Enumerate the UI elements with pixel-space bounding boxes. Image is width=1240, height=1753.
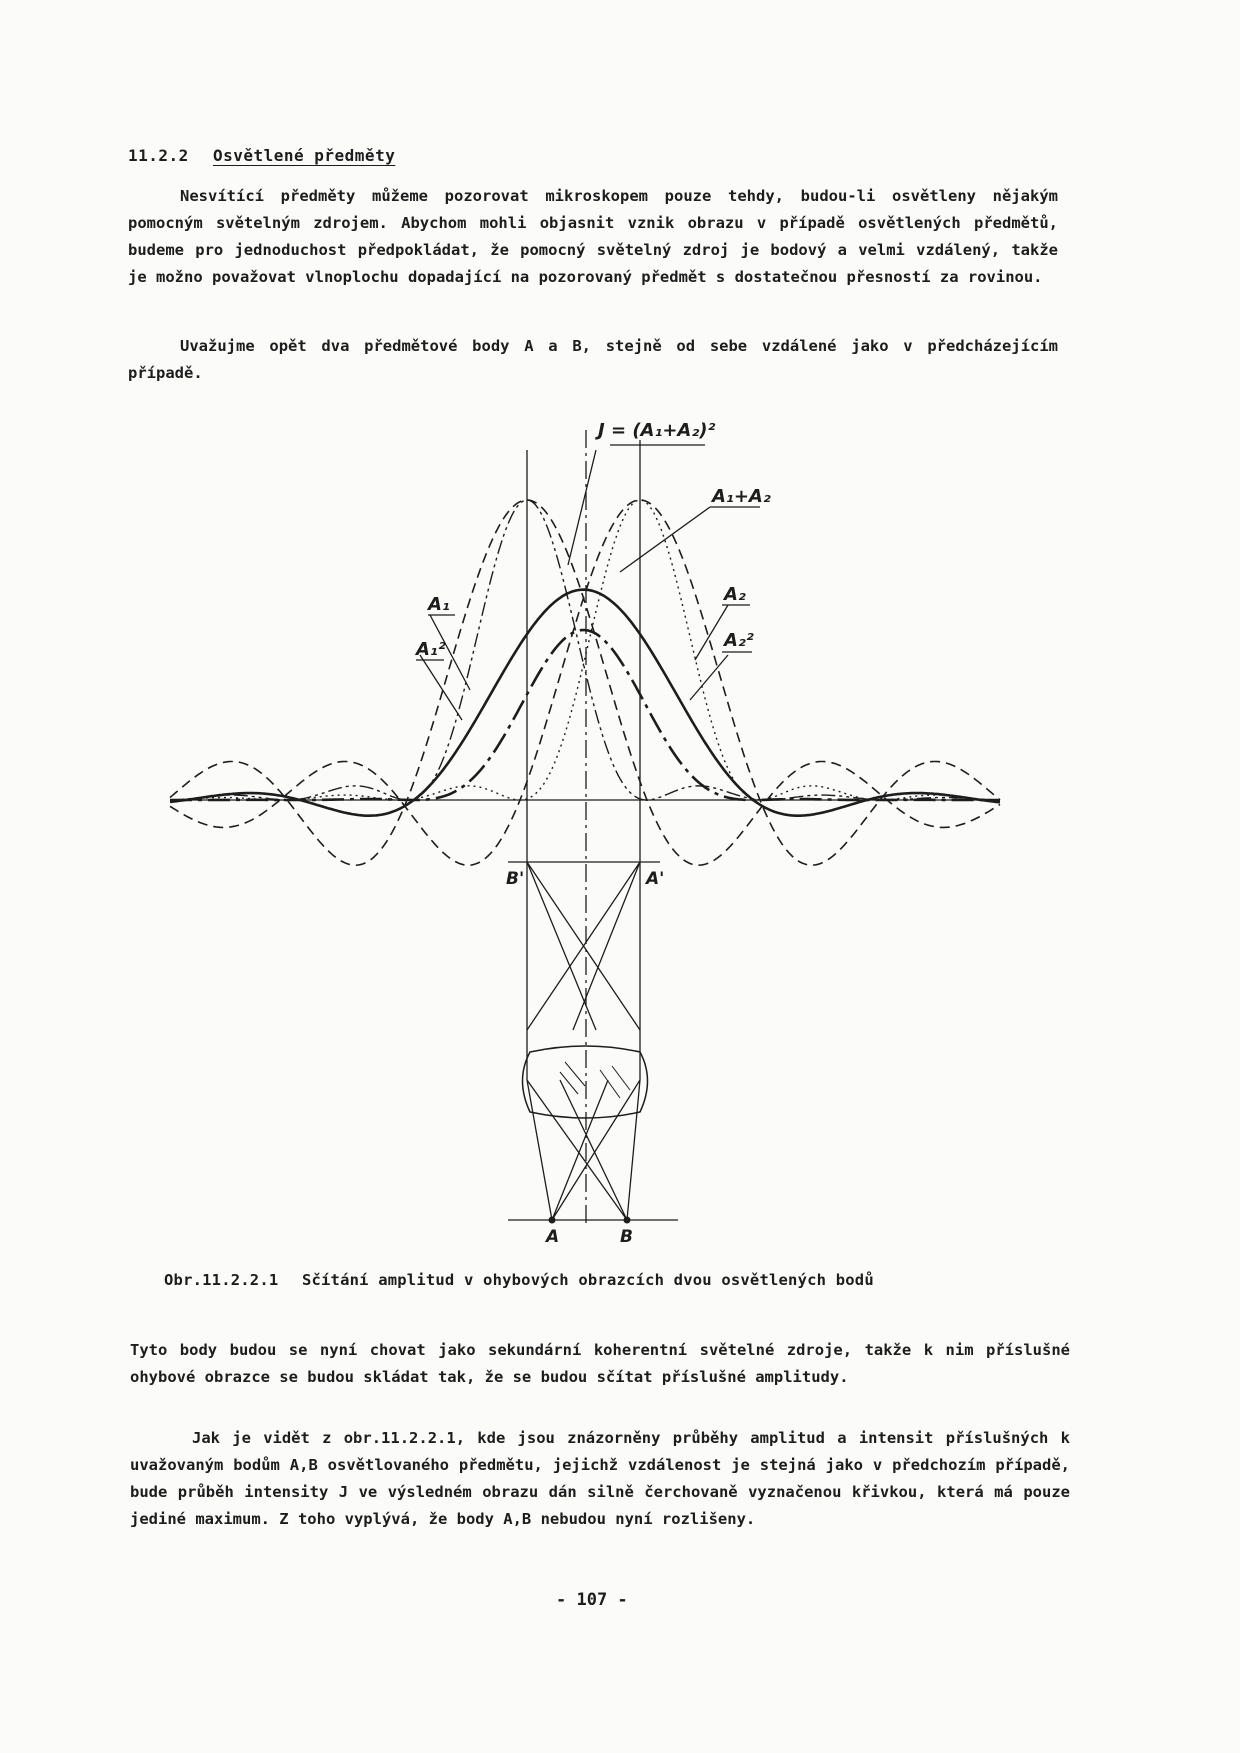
caption-number: Obr.11.2.2.1	[164, 1271, 279, 1289]
leader-intensity	[568, 450, 596, 565]
label-intensity: J = (A₁+A₂)²	[598, 420, 716, 441]
object-point-b	[624, 1217, 631, 1224]
leader-a2-sq	[690, 655, 728, 700]
leader-sum	[620, 507, 760, 572]
intensity-curve	[170, 630, 1000, 800]
a1-amplitude-curve	[170, 500, 1000, 865]
sum-amplitude-curve	[170, 590, 1000, 816]
lens-hatching	[560, 1062, 630, 1098]
label-object-b: B	[620, 1227, 633, 1247]
label-a1-sq: A₁²	[416, 639, 446, 660]
label-a2-sq: A₂²	[724, 630, 754, 651]
section-title: Osvětlené předměty	[212, 146, 396, 165]
label-a1: A₁	[428, 594, 450, 615]
label-sum: A₁+A₂	[712, 486, 771, 507]
a1-intensity-curve	[170, 500, 1000, 800]
label-image-a: A'	[646, 869, 665, 889]
a2-intensity-curve	[170, 500, 1000, 800]
figure-caption	[164, 1271, 874, 1289]
caption-text: Sčítání amplitud v ohybových obrazcích dvou osvětlených bodů	[301, 1271, 874, 1289]
leader-a1-sq	[420, 655, 462, 720]
a2-amplitude-curve	[170, 500, 1000, 865]
paragraph-3: Tyto body budou se nyní chovat jako sekundární koherentní světelné zdroje, takže k nim příslušné ohybové obrazce se budou skládat tak, že se budou sčítat příslušné amplitudy.	[130, 1341, 1070, 1386]
label-image-b: B'	[506, 869, 525, 889]
object-point-a	[549, 1217, 556, 1224]
lens	[523, 1046, 648, 1118]
label-a2: A₂	[724, 584, 746, 605]
paragraph-1: Nesvítící předměty můžeme pozorovat mikroskopem pouze tehdy, budou-li osvětleny nějakým pomocným světelným zdrojem. Abychom mohli objasnit vznik obrazu v případě osvětlených předmětů, budeme pro jednoduchost předpokládat, že pomocný světelný zdroj je bodový a velmi vzdálený, takže je možno považovat vlnoplochu dopadající na pozorovaný předmět s dostatečnou přesností za rovinou.	[128, 187, 1058, 286]
label-object-a: A	[546, 1227, 560, 1247]
page-number: - 107 -	[556, 1590, 628, 1610]
section-number: 11.2.2	[128, 146, 189, 165]
paragraph-4: Jak je vidět z obr.11.2.2.1, kde jsou znázorněny průběhy amplitud a intensit příslušných k uvažovaným bodům A,B osvětlovaného předmětu, jejichž vzdálenost je stejná jako v předchozím případě, bude průběh intensity J ve výsledném obrazu dán silně čerchovaně vyznačenou křivkou, která má pouze jediné maximum. Z toho vyplývá, že body A,B nebudou nyní rozlišeny.	[130, 1429, 1070, 1528]
paragraph-2: Uvažujme opět dva předmětové body A a B, stejně od sebe vzdálené jako v předcházejícím případě.	[128, 337, 1058, 382]
ray-lines	[527, 862, 640, 1220]
